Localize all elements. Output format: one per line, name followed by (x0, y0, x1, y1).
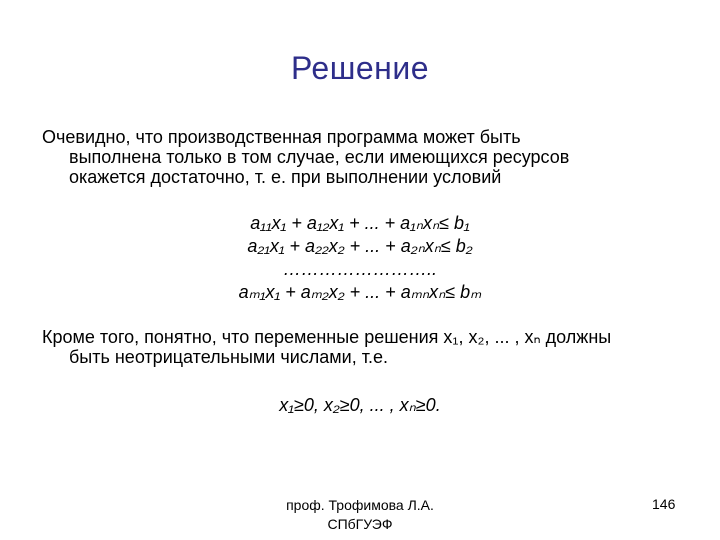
constraint-row: aₘ₁x₁ + aₘ₂x₂ + ... + aₘₙxₙ≤ bₘ (238, 282, 482, 302)
nonnegativity-condition: x₁≥0, x₂≥0, ... , xₙ≥0. (279, 395, 441, 415)
text-line: Очевидно, что производственная программа может быть (42, 127, 521, 147)
constraint-row: a₂₁x₁ + a₂₂x₂ + ... + a₂ₙxₙ≤ b₂ (247, 236, 473, 256)
page-number: 146 (652, 496, 676, 512)
constraint-row: a₁₁x₁ + a₁₂x₁ + ... + a₁ₙxₙ≤ b₁ (250, 213, 470, 233)
author-institution: СПбГУЭФ (327, 516, 393, 532)
slide-title: Решение (290, 50, 430, 86)
footer-author (250, 496, 470, 534)
ellipsis-row: …………………….. (282, 259, 437, 279)
nonnegativity-paragraph (42, 327, 682, 367)
text-line: Кроме того, понятно, что переменные решения x₁, x₂, ... , xₙ должны (42, 327, 612, 347)
constraint-system (0, 212, 720, 304)
author-name: проф. Трофимова Л.А. (286, 497, 434, 513)
text-line: окажется достаточно, т. е. при выполнении условий (69, 167, 502, 187)
text-line: быть неотрицательными числами, т.е. (69, 347, 388, 367)
intro-paragraph (42, 127, 682, 187)
text-line: выполнена только в том случае, если имеющихся ресурсов (69, 147, 570, 167)
